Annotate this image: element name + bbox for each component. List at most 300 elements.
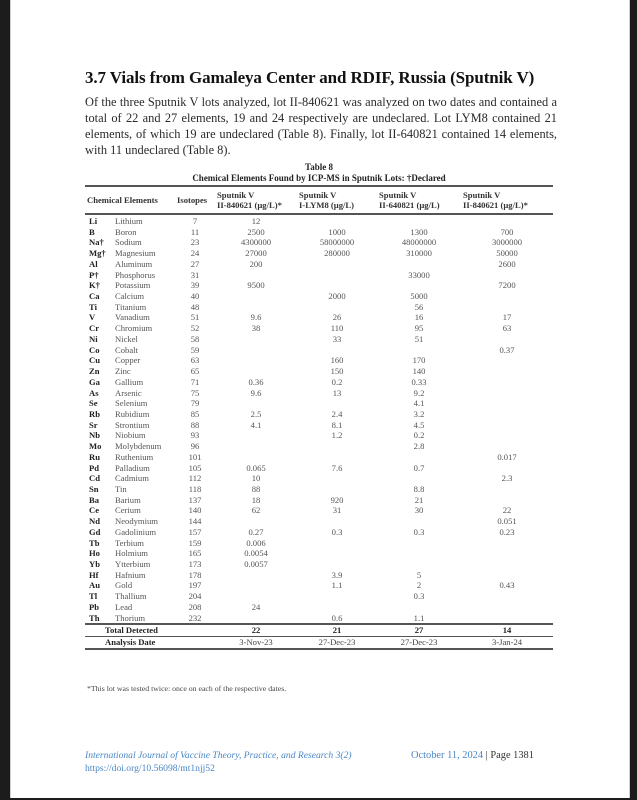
isotope: 31 bbox=[190, 269, 200, 280]
value-col1: 24 bbox=[251, 601, 261, 612]
element-name: Magnesium bbox=[115, 248, 156, 259]
value-col4: 0.017 bbox=[497, 451, 517, 462]
value-col2: 26 bbox=[332, 312, 342, 323]
value-col4 bbox=[461, 570, 553, 581]
value-col3: 1300 bbox=[410, 226, 428, 237]
value-col1: 2500 bbox=[247, 226, 265, 237]
element-name: Cobalt bbox=[115, 344, 138, 355]
element-symbol: Mg† bbox=[89, 248, 106, 259]
value-col1: 9500 bbox=[247, 280, 265, 291]
value-col2 bbox=[297, 559, 377, 570]
element-symbol: Ba bbox=[89, 494, 100, 505]
value-col4 bbox=[461, 214, 553, 227]
value-col4: 3000000 bbox=[491, 237, 523, 248]
total-detected-row bbox=[85, 624, 553, 636]
value-col2 bbox=[297, 302, 377, 313]
doi-link[interactable]: https://doi.org/10.56098/mt1njj52 bbox=[85, 762, 215, 774]
value-col3: 48000000 bbox=[401, 237, 437, 248]
value-col3: 2.8 bbox=[413, 441, 425, 452]
value-col2 bbox=[297, 516, 377, 527]
footer-right bbox=[411, 750, 534, 761]
element-name: Gallium bbox=[115, 376, 144, 387]
isotope: 27 bbox=[190, 258, 200, 269]
isotope: 105 bbox=[188, 462, 202, 473]
table-row bbox=[85, 570, 553, 581]
element-symbol: P† bbox=[89, 269, 99, 280]
value-col2 bbox=[297, 259, 377, 270]
value-col3: 2 bbox=[416, 580, 422, 591]
element-name: Arsenic bbox=[115, 387, 142, 398]
table-row bbox=[85, 248, 553, 259]
element-name: Molybdenum bbox=[115, 441, 162, 452]
isotope: 93 bbox=[190, 430, 200, 441]
value-col3: 140 bbox=[412, 366, 426, 377]
value-col1: 0.0054 bbox=[244, 548, 268, 559]
value-col3: 9.2 bbox=[413, 387, 425, 398]
value-col1: 4300000 bbox=[240, 237, 272, 248]
header-isotopes: Isotopes bbox=[177, 195, 208, 205]
element-name: Zinc bbox=[115, 366, 131, 377]
value-col3: 0.2 bbox=[413, 430, 425, 441]
isotope: 71 bbox=[190, 376, 200, 387]
value-col3 bbox=[377, 602, 461, 613]
value-col3: 170 bbox=[412, 355, 426, 366]
value-col3: 5 bbox=[416, 569, 422, 580]
table-header-row bbox=[85, 186, 553, 214]
value-col3 bbox=[377, 473, 461, 484]
isotope: 63 bbox=[190, 355, 200, 366]
table-row bbox=[85, 473, 553, 484]
total-label: Total Detected bbox=[105, 625, 158, 636]
element-name: Lead bbox=[115, 601, 133, 612]
table-row bbox=[85, 580, 553, 591]
element-name: Strontium bbox=[115, 419, 150, 430]
value-col1: 18 bbox=[251, 494, 261, 505]
table-row bbox=[85, 323, 553, 334]
total-c2: 21 bbox=[332, 625, 342, 636]
table-row bbox=[85, 452, 553, 463]
table-row bbox=[85, 505, 553, 516]
element-name: Holmium bbox=[115, 548, 148, 559]
element-symbol: Hf bbox=[89, 569, 99, 580]
date-label: Analysis Date bbox=[105, 637, 156, 648]
isotope: 208 bbox=[188, 601, 202, 612]
element-symbol: Th bbox=[89, 612, 100, 623]
value-col4: 17 bbox=[502, 312, 512, 323]
element-name: Selenium bbox=[115, 398, 148, 409]
table-row bbox=[85, 495, 553, 506]
value-col3 bbox=[377, 452, 461, 463]
value-col4 bbox=[461, 302, 553, 313]
element-name: Sodium bbox=[115, 237, 142, 248]
element-name: Phosphorus bbox=[115, 269, 156, 280]
value-col1: 0.065 bbox=[246, 462, 266, 473]
value-col3 bbox=[377, 548, 461, 559]
table-row bbox=[85, 613, 553, 625]
value-col1 bbox=[215, 591, 297, 602]
value-col1: 4.1 bbox=[250, 419, 262, 430]
value-col4 bbox=[461, 548, 553, 559]
isotope: 165 bbox=[188, 548, 202, 559]
element-name: Boron bbox=[115, 226, 137, 237]
value-col4 bbox=[461, 613, 553, 625]
value-col1: 0.27 bbox=[248, 526, 264, 537]
value-col2 bbox=[297, 214, 377, 227]
element-symbol: Nb bbox=[89, 430, 100, 441]
table-row bbox=[85, 227, 553, 238]
table-row bbox=[85, 602, 553, 613]
header-col2: Sputnik V I-LYM8 (µg/L) bbox=[299, 190, 355, 210]
element-symbol: V bbox=[89, 312, 96, 323]
value-col4 bbox=[461, 388, 553, 399]
element-symbol: Pd bbox=[89, 462, 100, 473]
value-col1: 38 bbox=[251, 323, 261, 334]
value-col1: 200 bbox=[249, 258, 263, 269]
header-col1: Sputnik V II-840621 (µg/L)* bbox=[217, 190, 282, 210]
element-symbol: Zn bbox=[89, 366, 100, 377]
value-col4: 22 bbox=[502, 505, 512, 516]
value-col1 bbox=[215, 366, 297, 377]
table-row bbox=[85, 398, 553, 409]
value-col4 bbox=[461, 602, 553, 613]
isotope: 23 bbox=[190, 237, 200, 248]
value-col3 bbox=[377, 345, 461, 356]
value-col4: 0.051 bbox=[497, 516, 517, 527]
value-col3 bbox=[377, 214, 461, 227]
value-col3 bbox=[377, 280, 461, 291]
isotope: 173 bbox=[188, 559, 202, 569]
value-col4 bbox=[461, 559, 553, 570]
value-col3: 0.7 bbox=[413, 462, 425, 473]
value-col4 bbox=[461, 409, 553, 420]
isotope: 112 bbox=[188, 473, 202, 484]
value-col1 bbox=[215, 334, 297, 345]
element-symbol: Co bbox=[89, 344, 100, 355]
value-col1: 0.006 bbox=[246, 537, 266, 548]
table-row bbox=[85, 463, 553, 474]
element-name: Niobium bbox=[115, 430, 146, 441]
value-col1: 12 bbox=[251, 216, 261, 226]
value-col2 bbox=[297, 270, 377, 281]
value-col1 bbox=[215, 570, 297, 581]
value-col2: 7.6 bbox=[331, 462, 343, 473]
table-row bbox=[85, 388, 553, 399]
footer-left bbox=[85, 750, 352, 775]
value-col2 bbox=[297, 484, 377, 495]
value-col2: 150 bbox=[330, 366, 344, 377]
table-row bbox=[85, 538, 553, 549]
value-col4 bbox=[461, 334, 553, 345]
value-col4: 0.37 bbox=[499, 344, 515, 355]
table-row bbox=[85, 280, 553, 291]
isotope: 51 bbox=[190, 312, 200, 323]
element-symbol: Ca bbox=[89, 291, 100, 302]
document-page bbox=[10, 0, 630, 798]
isotope: 197 bbox=[188, 580, 202, 591]
isotope: 75 bbox=[190, 387, 200, 398]
element-name: Cadmium bbox=[115, 473, 149, 484]
value-col1 bbox=[215, 430, 297, 441]
value-col2: 0.2 bbox=[331, 376, 343, 387]
table-row bbox=[85, 366, 553, 377]
element-symbol: Sr bbox=[89, 419, 98, 430]
element-name: Vanadium bbox=[115, 312, 150, 323]
value-col3 bbox=[377, 538, 461, 549]
date-c1: 3-Nov-23 bbox=[239, 637, 273, 648]
element-symbol: Tb bbox=[89, 537, 100, 548]
element-name: Palladium bbox=[115, 462, 150, 473]
element-symbol: Tl bbox=[89, 591, 98, 602]
element-name: Ytterbium bbox=[115, 559, 151, 569]
publication-date: October 11, 2024 bbox=[411, 750, 484, 761]
element-symbol: Cu bbox=[89, 355, 100, 366]
value-col1 bbox=[215, 355, 297, 366]
element-symbol: Cr bbox=[89, 323, 100, 334]
total-c1: 22 bbox=[251, 625, 261, 636]
value-col2 bbox=[297, 398, 377, 409]
isotope: 137 bbox=[188, 494, 202, 505]
element-name: Calcium bbox=[115, 291, 145, 302]
table-caption bbox=[85, 162, 553, 184]
isotope: 232 bbox=[188, 612, 202, 623]
isotope: 7 bbox=[192, 216, 198, 226]
isotope: 144 bbox=[188, 516, 202, 527]
value-col4 bbox=[461, 441, 553, 452]
value-col2 bbox=[297, 602, 377, 613]
element-name: Gold bbox=[115, 580, 133, 591]
element-symbol: As bbox=[89, 387, 99, 398]
table-row bbox=[85, 334, 553, 345]
value-col4: 2.3 bbox=[501, 473, 513, 484]
value-col2: 3.9 bbox=[331, 569, 343, 580]
value-col1: 27000 bbox=[245, 248, 267, 259]
element-name: Terbium bbox=[115, 537, 144, 548]
value-col2: 33 bbox=[332, 333, 342, 344]
header-col3: Sputnik V II-640821 (µg/L) bbox=[379, 190, 440, 210]
section-paragraph: Of the three Sputnik V lots analyzed, lot II-840621 was analyzed on two dates and contained a total of 22 and 27 elements, 19 and 24 respectively are undeclared. Lot LYM8 contained 21 elements, of which 19 are undeclared (Table 8). Finally, lot II-640821 contained 14 elements, with 11 undeclared (Table 8). bbox=[85, 95, 557, 157]
value-col4 bbox=[461, 366, 553, 377]
value-col1 bbox=[215, 580, 297, 591]
value-col4 bbox=[461, 484, 553, 495]
table-row bbox=[85, 484, 553, 495]
table-title: Chemical Elements Found by ICP-MS in Sputnik Lots: †Declared bbox=[192, 173, 446, 183]
header-col4: Sputnik V II-840621 (µg/L)* bbox=[463, 190, 528, 210]
value-col3: 0.33 bbox=[411, 376, 427, 387]
value-col3: 8.8 bbox=[413, 483, 425, 494]
value-col2 bbox=[297, 452, 377, 463]
value-col4: 50000 bbox=[496, 248, 518, 259]
value-col4: 2600 bbox=[498, 258, 516, 269]
value-col4 bbox=[461, 463, 553, 474]
table-row bbox=[85, 377, 553, 388]
element-name: Chromium bbox=[115, 323, 153, 334]
value-col2: 110 bbox=[330, 323, 344, 334]
value-col3: 0.3 bbox=[413, 526, 425, 537]
element-symbol: Sn bbox=[89, 483, 99, 494]
elements-table bbox=[85, 185, 553, 650]
value-col1 bbox=[215, 516, 297, 527]
value-col1: 9.6 bbox=[250, 387, 262, 398]
value-col2: 13 bbox=[332, 387, 342, 398]
value-col2: 920 bbox=[330, 494, 344, 505]
element-symbol: Ti bbox=[89, 301, 97, 312]
element-symbol: Ce bbox=[89, 505, 100, 516]
value-col2 bbox=[297, 591, 377, 602]
value-col1: 9.6 bbox=[250, 312, 262, 323]
element-symbol: Al bbox=[89, 258, 98, 269]
value-col1 bbox=[215, 345, 297, 356]
total-c3: 27 bbox=[414, 625, 424, 636]
value-col4: 7200 bbox=[498, 280, 516, 291]
element-name: Gadolinium bbox=[115, 526, 157, 537]
element-symbol: Gd bbox=[89, 526, 101, 537]
element-symbol: B bbox=[89, 226, 95, 237]
table-row bbox=[85, 312, 553, 323]
page-number: Page 1381 bbox=[490, 750, 534, 761]
value-col4: 700 bbox=[500, 226, 514, 237]
isotope: 39 bbox=[190, 280, 200, 291]
isotope: 140 bbox=[188, 505, 202, 516]
value-col4 bbox=[461, 495, 553, 506]
element-symbol: Ni bbox=[89, 333, 98, 344]
isotope: 48 bbox=[190, 301, 200, 312]
element-name: Copper bbox=[115, 355, 141, 366]
value-col4 bbox=[461, 377, 553, 388]
isotope: 159 bbox=[188, 537, 202, 548]
value-col3: 33000 bbox=[408, 269, 430, 280]
isotope: 96 bbox=[190, 441, 200, 452]
element-symbol: Mo bbox=[89, 441, 102, 452]
footer-separator: | bbox=[485, 750, 488, 761]
date-c3: 27-Dec-23 bbox=[400, 637, 438, 648]
isotope: 59 bbox=[190, 344, 200, 355]
table-row bbox=[85, 237, 553, 248]
element-symbol: Ho bbox=[89, 548, 100, 559]
element-symbol: Nd bbox=[89, 516, 100, 527]
header-elements: Chemical Elements bbox=[87, 195, 158, 205]
value-col3: 0.3 bbox=[413, 591, 425, 602]
table-row bbox=[85, 420, 553, 431]
value-col4 bbox=[461, 398, 553, 409]
table-row bbox=[85, 559, 553, 570]
value-col1 bbox=[215, 613, 297, 625]
isotope: 40 bbox=[190, 291, 200, 302]
element-name: Potassium bbox=[115, 280, 151, 291]
element-symbol: Ga bbox=[89, 376, 100, 387]
value-col2: 0.6 bbox=[331, 612, 343, 623]
value-col3: 5000 bbox=[410, 291, 428, 302]
date-c2: 27-Dec-23 bbox=[318, 637, 356, 648]
value-col3: 56 bbox=[414, 301, 424, 312]
value-col3: 95 bbox=[414, 323, 424, 334]
value-col3: 4.5 bbox=[413, 419, 425, 430]
value-col4: 0.23 bbox=[499, 526, 515, 537]
table-row bbox=[85, 430, 553, 441]
element-name: Thallium bbox=[115, 591, 147, 602]
value-col1 bbox=[215, 302, 297, 313]
isotope: 101 bbox=[188, 451, 202, 462]
element-symbol: K† bbox=[89, 280, 100, 291]
value-col2: 160 bbox=[330, 355, 344, 366]
table-row bbox=[85, 345, 553, 356]
isotope: 79 bbox=[190, 398, 200, 409]
value-col1 bbox=[215, 441, 297, 452]
value-col2: 31 bbox=[332, 505, 342, 516]
table-label: Table 8 bbox=[305, 162, 333, 172]
element-symbol: Na† bbox=[89, 237, 104, 248]
value-col2: 0.3 bbox=[331, 526, 343, 537]
element-symbol: Cd bbox=[89, 473, 100, 484]
table-footnote: *This lot was tested twice: once on each of the respective dates. bbox=[87, 684, 287, 693]
analysis-date-row bbox=[85, 637, 553, 649]
isotope: 52 bbox=[190, 323, 200, 334]
value-col2: 1.1 bbox=[331, 580, 343, 591]
element-symbol: Ru bbox=[89, 451, 100, 462]
isotope: 11 bbox=[190, 226, 200, 237]
table-row bbox=[85, 259, 553, 270]
value-col3 bbox=[377, 259, 461, 270]
value-col3: 16 bbox=[414, 312, 424, 323]
value-col4: 0.43 bbox=[499, 580, 515, 591]
element-symbol: Yb bbox=[89, 559, 100, 569]
element-name: Hafnium bbox=[115, 569, 146, 580]
value-col1: 0.0057 bbox=[244, 559, 268, 569]
element-name: Tin bbox=[115, 483, 127, 494]
table-row bbox=[85, 527, 553, 538]
table-body bbox=[85, 214, 553, 624]
value-col2: 1.2 bbox=[331, 430, 343, 441]
table-row bbox=[85, 548, 553, 559]
table-row bbox=[85, 409, 553, 420]
value-col2: 1000 bbox=[328, 226, 346, 237]
value-col3: 30 bbox=[414, 505, 424, 516]
value-col2: 58000000 bbox=[319, 237, 355, 248]
table-row bbox=[85, 591, 553, 602]
value-col1 bbox=[215, 452, 297, 463]
element-name: Neodymium bbox=[115, 516, 158, 527]
element-symbol: Rb bbox=[89, 408, 100, 419]
element-symbol: Au bbox=[89, 580, 100, 591]
element-name: Barium bbox=[115, 494, 141, 505]
isotope: 118 bbox=[188, 483, 202, 494]
value-col2: 280000 bbox=[324, 248, 350, 259]
table-row bbox=[85, 441, 553, 452]
isotope: 88 bbox=[190, 419, 200, 430]
value-col1 bbox=[215, 270, 297, 281]
value-col1: 62 bbox=[251, 505, 261, 516]
value-col3: 310000 bbox=[406, 248, 432, 259]
element-symbol: Se bbox=[89, 398, 98, 409]
value-col1: 0.36 bbox=[248, 376, 264, 387]
element-name: Cerium bbox=[115, 505, 141, 516]
value-col1 bbox=[215, 291, 297, 302]
value-col1: 2.5 bbox=[250, 408, 262, 419]
value-col4 bbox=[461, 355, 553, 366]
value-col3 bbox=[377, 516, 461, 527]
value-col2 bbox=[297, 473, 377, 484]
isotope: 65 bbox=[190, 366, 200, 377]
date-c4: 3-Jan-24 bbox=[491, 637, 523, 648]
element-name: Lithium bbox=[115, 216, 143, 226]
value-col2: 2.4 bbox=[331, 408, 343, 419]
right-frame-border bbox=[629, 0, 637, 800]
value-col4 bbox=[461, 270, 553, 281]
value-col2 bbox=[297, 280, 377, 291]
isotope: 24 bbox=[190, 248, 200, 259]
journal-citation-link[interactable]: International Journal of Vaccine Theory, Practice, and Research 3(2) bbox=[85, 750, 352, 761]
table-row bbox=[85, 214, 553, 227]
element-name: Titanium bbox=[115, 301, 147, 312]
